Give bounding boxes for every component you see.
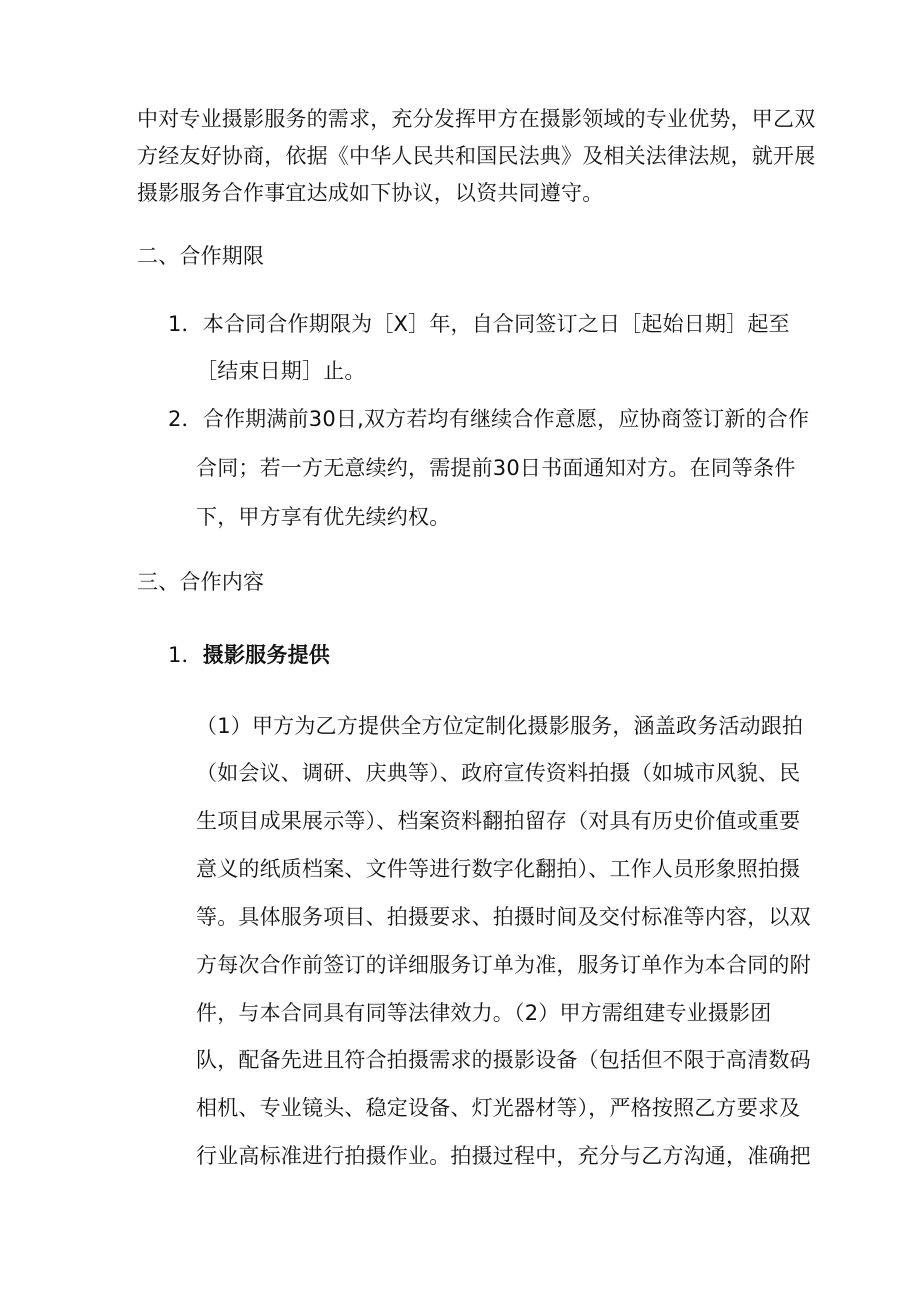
content-para-line-3: 生项目成果展示等）、档案资料翻拍留存（对具有历史价值或重要: [196, 809, 801, 833]
section-heading-content: 三、合作内容: [137, 570, 265, 594]
content-para-line-1: （1）甲方为乙方提供全方位定制化摄影服务，涵盖政务活动跟拍: [196, 714, 804, 738]
content-para-line-10: 行业高标准进行拍摄作业。拍摄过程中，充分与乙方沟通，准确把: [196, 1144, 811, 1168]
content-para-line-4: 意义的纸质档案、文件等进行数字化翻拍）、工作人员形象照拍摄: [196, 857, 801, 881]
term-item-2-line-3: 下，甲方享有优先续约权。: [196, 505, 451, 529]
content-subheading-1: [168, 640, 330, 670]
content-subheading-title: 摄影服务提供: [202, 643, 330, 667]
content-para-line-8: 队，配备先进且符合拍摄需求的摄影设备（包括但不限于高清数码: [196, 1048, 811, 1072]
term-item-1-line-2: ［结束日期］止。: [196, 359, 366, 383]
content-para-line-5: 等。具体服务项目、拍摄要求、拍摄时间及交付标准等内容，以双: [196, 905, 811, 929]
term-item-2-line-1: 2．合作期满前30日,双方若均有继续合作意愿，应协商签订新的合作: [168, 407, 810, 431]
content-para-line-6: 方每次合作前签订的详细服务订单为准，服务订单作为本合同的附: [196, 953, 811, 977]
intro-line-2: 方经友好协商，依据《中华人民共和国民法典》及相关法律法规，就开展: [137, 144, 816, 168]
content-para-line-9: 相机、专业镜头、稳定设备、灯光器材等），严格按照乙方要求及: [196, 1096, 801, 1120]
content-para-line-7: 件，与本合同具有同等法律效力。（2）甲方需组建专业摄影团: [196, 1001, 772, 1025]
content-para-line-2: （如会议、调研、庆典等）、政府宣传资料拍摄（如城市风貌、民: [196, 761, 801, 785]
section-heading-term: 二、合作期限: [137, 244, 265, 268]
intro-line-3: 摄影服务合作事宜达成如下协议，以资共同遵守。: [137, 181, 604, 205]
content-subheading-number: 1．: [168, 643, 203, 667]
intro-line-1: 中对专业摄影服务的需求，充分发挥甲方在摄影领域的专业优势，甲乙双: [137, 107, 816, 131]
term-item-2-line-2: 合同；若一方无意续约，需提前30日书面通知对方。在同等条件: [196, 456, 796, 480]
term-item-1-line-1: 1．本合同合作期限为［X］年，自合同签订之日［起始日期］起至: [168, 312, 790, 336]
